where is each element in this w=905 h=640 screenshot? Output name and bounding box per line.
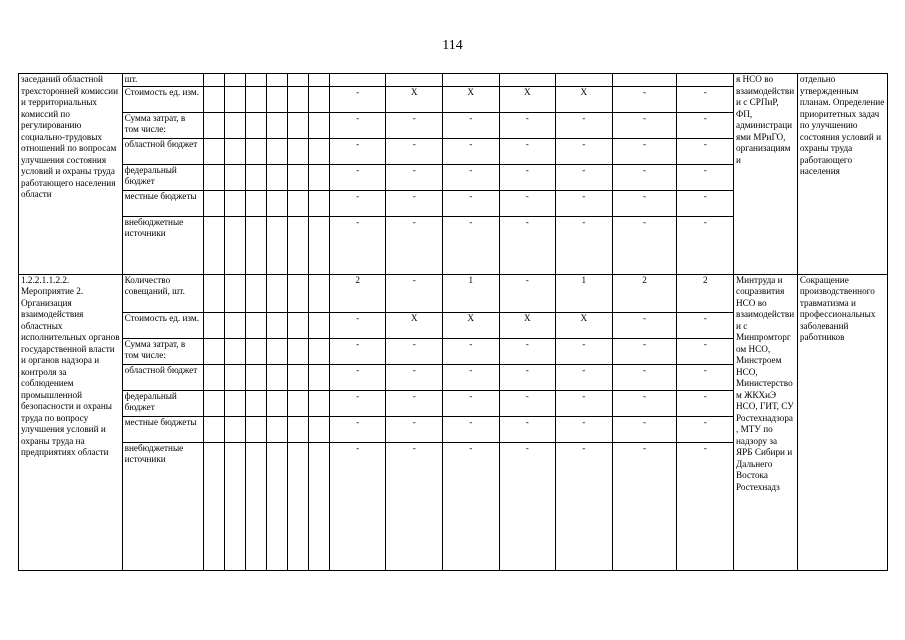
empty-cell [308,274,329,312]
value-cell: - [677,442,734,570]
value-cell: Х [556,86,613,112]
empty-cell [267,74,288,87]
value-cell: - [329,390,386,416]
value-cell: 1 [442,274,499,312]
value-cell: - [556,442,613,570]
empty-cell [288,138,309,164]
indicator-label: областной бюджет [122,364,204,390]
value-cell: - [499,416,556,442]
value-cell: - [329,138,386,164]
empty-cell [267,216,288,274]
value-cell: - [329,164,386,190]
value-cell: - [329,190,386,216]
value-cell [329,74,386,87]
value-cell: 2 [677,274,734,312]
empty-cell [308,338,329,364]
value-cell: - [442,138,499,164]
value-cell: - [442,112,499,138]
empty-cell [204,216,225,274]
value-cell: - [612,364,677,390]
value-cell: - [442,190,499,216]
value-cell: - [556,138,613,164]
value-cell: - [499,190,556,216]
empty-cell [267,164,288,190]
value-cell: - [386,112,443,138]
empty-cell [225,338,246,364]
value-cell: - [329,364,386,390]
value-cell: - [677,338,734,364]
empty-cell [267,338,288,364]
value-cell: - [386,274,443,312]
value-cell: - [499,442,556,570]
empty-cell [225,138,246,164]
value-cell: - [677,216,734,274]
empty-cell [288,86,309,112]
value-cell: - [677,138,734,164]
empty-cell [308,74,329,87]
program-table [18,73,888,571]
value-cell: - [386,216,443,274]
empty-cell [308,86,329,112]
value-cell: - [442,338,499,364]
value-cell: - [556,364,613,390]
empty-cell [204,190,225,216]
value-cell [612,74,677,87]
indicator-label: Стоимость ед. изм. [122,312,204,338]
measure-name: заседаний областной трехсторонней комиссии и территориальных комиссий по регулированию социально-трудовых отношений по вопросам улучшения состояния условий и охраны труда работающего населения области [19,74,123,275]
empty-cell [225,274,246,312]
value-cell: - [556,216,613,274]
empty-cell [308,112,329,138]
empty-cell [225,442,246,570]
empty-cell [204,338,225,364]
empty-cell [288,364,309,390]
empty-cell [288,416,309,442]
empty-cell [225,74,246,87]
value-cell: - [556,190,613,216]
empty-cell [225,112,246,138]
empty-cell [308,164,329,190]
value-cell: - [677,190,734,216]
value-cell: - [499,164,556,190]
empty-cell [225,190,246,216]
result-cell: отдельно утвержденным планам. Определение приоритетных задач по улучшению состояния условий и охраны труда работающего населения [797,74,887,275]
empty-cell [308,138,329,164]
empty-cell [246,216,267,274]
empty-cell [308,216,329,274]
empty-cell [225,216,246,274]
value-cell: - [612,190,677,216]
value-cell: Х [442,312,499,338]
empty-cell [288,164,309,190]
indicator-label: Сумма затрат, в том числе: [122,338,204,364]
empty-cell [288,442,309,570]
empty-cell [267,86,288,112]
empty-cell [288,216,309,274]
empty-cell [267,138,288,164]
value-cell: - [677,312,734,338]
empty-cell [288,112,309,138]
empty-cell [288,74,309,87]
value-cell [677,74,734,87]
indicator-label: внебюджетные источники [122,216,204,274]
indicator-label: Стоимость ед. изм. [122,86,204,112]
value-cell: - [329,112,386,138]
empty-cell [246,338,267,364]
empty-cell [288,312,309,338]
value-cell: - [612,390,677,416]
value-cell: - [499,390,556,416]
empty-cell [308,390,329,416]
empty-cell [267,442,288,570]
empty-cell [246,364,267,390]
value-cell: - [677,86,734,112]
value-cell: - [386,364,443,390]
empty-cell [246,74,267,87]
executors-cell: Минтруда и соцразвития НСО во взаимодействии с Минпромторгом НСО, Минстроем НСО, Министерством ЖКХиЭ НСО, ГИТ, СУ Ростехнадзора, МТУ по надзору за ЯРБ Сибири и Дальнего Востока Ростехнадз [734,274,798,570]
empty-cell [204,390,225,416]
value-cell: - [442,216,499,274]
value-cell: Х [442,86,499,112]
empty-cell [225,86,246,112]
value-cell: - [329,416,386,442]
empty-cell [308,416,329,442]
value-cell: - [499,138,556,164]
value-cell: - [329,312,386,338]
empty-cell [246,390,267,416]
value-cell: - [612,216,677,274]
measure-name: 1.2.2.1.1.2.2. Мероприятие 2. Организация взаимодействия областных исполнительных органов государственной власти и органов надзора и контроля за соблюдением промышленной безопасности и охраны труда по вопросу улучшения условий и охраны труда на предприятиях области [19,274,123,570]
indicator-label: федеральный бюджет [122,164,204,190]
value-cell: - [386,138,443,164]
empty-cell [267,416,288,442]
value-cell: - [556,390,613,416]
empty-cell [204,138,225,164]
executors-cell: я НСО во взаимодействии с СРПиР, ФП, администрациями МРиГО, организациями [734,74,798,275]
empty-cell [308,312,329,338]
value-cell [442,74,499,87]
value-cell: - [499,364,556,390]
value-cell: - [677,390,734,416]
empty-cell [267,112,288,138]
indicator-label: Количество совещаний, шт. [122,274,204,312]
value-cell: - [612,112,677,138]
result-cell: Сокращение производственного травматизма и профессиональных заболеваний работников [797,274,887,570]
empty-cell [204,442,225,570]
value-cell: - [612,416,677,442]
empty-cell [225,416,246,442]
value-cell: - [556,112,613,138]
value-cell: - [442,416,499,442]
empty-cell [246,416,267,442]
value-cell: - [499,274,556,312]
indicator-label: областной бюджет [122,138,204,164]
empty-cell [246,442,267,570]
empty-cell [288,338,309,364]
empty-cell [246,112,267,138]
empty-cell [204,416,225,442]
value-cell: - [556,164,613,190]
value-cell: - [677,164,734,190]
indicator-label: внебюджетные источники [122,442,204,570]
value-cell: - [329,442,386,570]
value-cell: - [386,442,443,570]
value-cell: - [499,338,556,364]
value-cell: Х [386,312,443,338]
value-cell: Х [499,312,556,338]
empty-cell [288,274,309,312]
indicator-label: местные бюджеты [122,416,204,442]
empty-cell [204,312,225,338]
empty-cell [204,164,225,190]
value-cell: - [677,416,734,442]
table-row [19,274,888,312]
empty-cell [246,312,267,338]
empty-cell [225,364,246,390]
empty-cell [308,190,329,216]
empty-cell [267,364,288,390]
value-cell: - [442,164,499,190]
value-cell: - [677,364,734,390]
empty-cell [225,164,246,190]
value-cell: - [442,442,499,570]
value-cell: - [329,338,386,364]
indicator-label: шт. [122,74,204,87]
value-cell: - [612,312,677,338]
indicator-label: Сумма затрат, в том числе: [122,112,204,138]
value-cell: - [499,112,556,138]
value-cell: - [677,112,734,138]
value-cell: - [612,164,677,190]
value-cell: - [329,86,386,112]
empty-cell [288,190,309,216]
value-cell: - [612,338,677,364]
value-cell: - [612,442,677,570]
empty-cell [267,312,288,338]
value-cell: 2 [329,274,386,312]
value-cell: Х [386,86,443,112]
value-cell: - [556,416,613,442]
table-row [19,74,888,87]
value-cell: - [442,364,499,390]
value-cell: - [329,216,386,274]
value-cell: - [499,216,556,274]
value-cell: - [386,390,443,416]
empty-cell [267,390,288,416]
empty-cell [246,138,267,164]
value-cell: - [386,164,443,190]
value-cell: - [386,338,443,364]
indicator-label: местные бюджеты [122,190,204,216]
value-cell [499,74,556,87]
value-cell: Х [499,86,556,112]
value-cell: - [612,86,677,112]
value-cell: 2 [612,274,677,312]
value-cell: - [386,190,443,216]
empty-cell [246,86,267,112]
empty-cell [225,312,246,338]
value-cell: 1 [556,274,613,312]
value-cell: Х [556,312,613,338]
value-cell: - [612,138,677,164]
value-cell [386,74,443,87]
empty-cell [204,112,225,138]
page-number: 114 [442,38,463,53]
empty-cell [308,364,329,390]
empty-cell [204,274,225,312]
empty-cell [246,164,267,190]
empty-cell [204,364,225,390]
empty-cell [288,390,309,416]
value-cell: - [386,416,443,442]
empty-cell [308,442,329,570]
empty-cell [246,190,267,216]
empty-cell [267,274,288,312]
value-cell: - [442,390,499,416]
empty-cell [246,274,267,312]
empty-cell [204,86,225,112]
empty-cell [204,74,225,87]
empty-cell [225,390,246,416]
value-cell [556,74,613,87]
empty-cell [267,190,288,216]
value-cell: - [556,338,613,364]
indicator-label: федеральный бюджет [122,390,204,416]
